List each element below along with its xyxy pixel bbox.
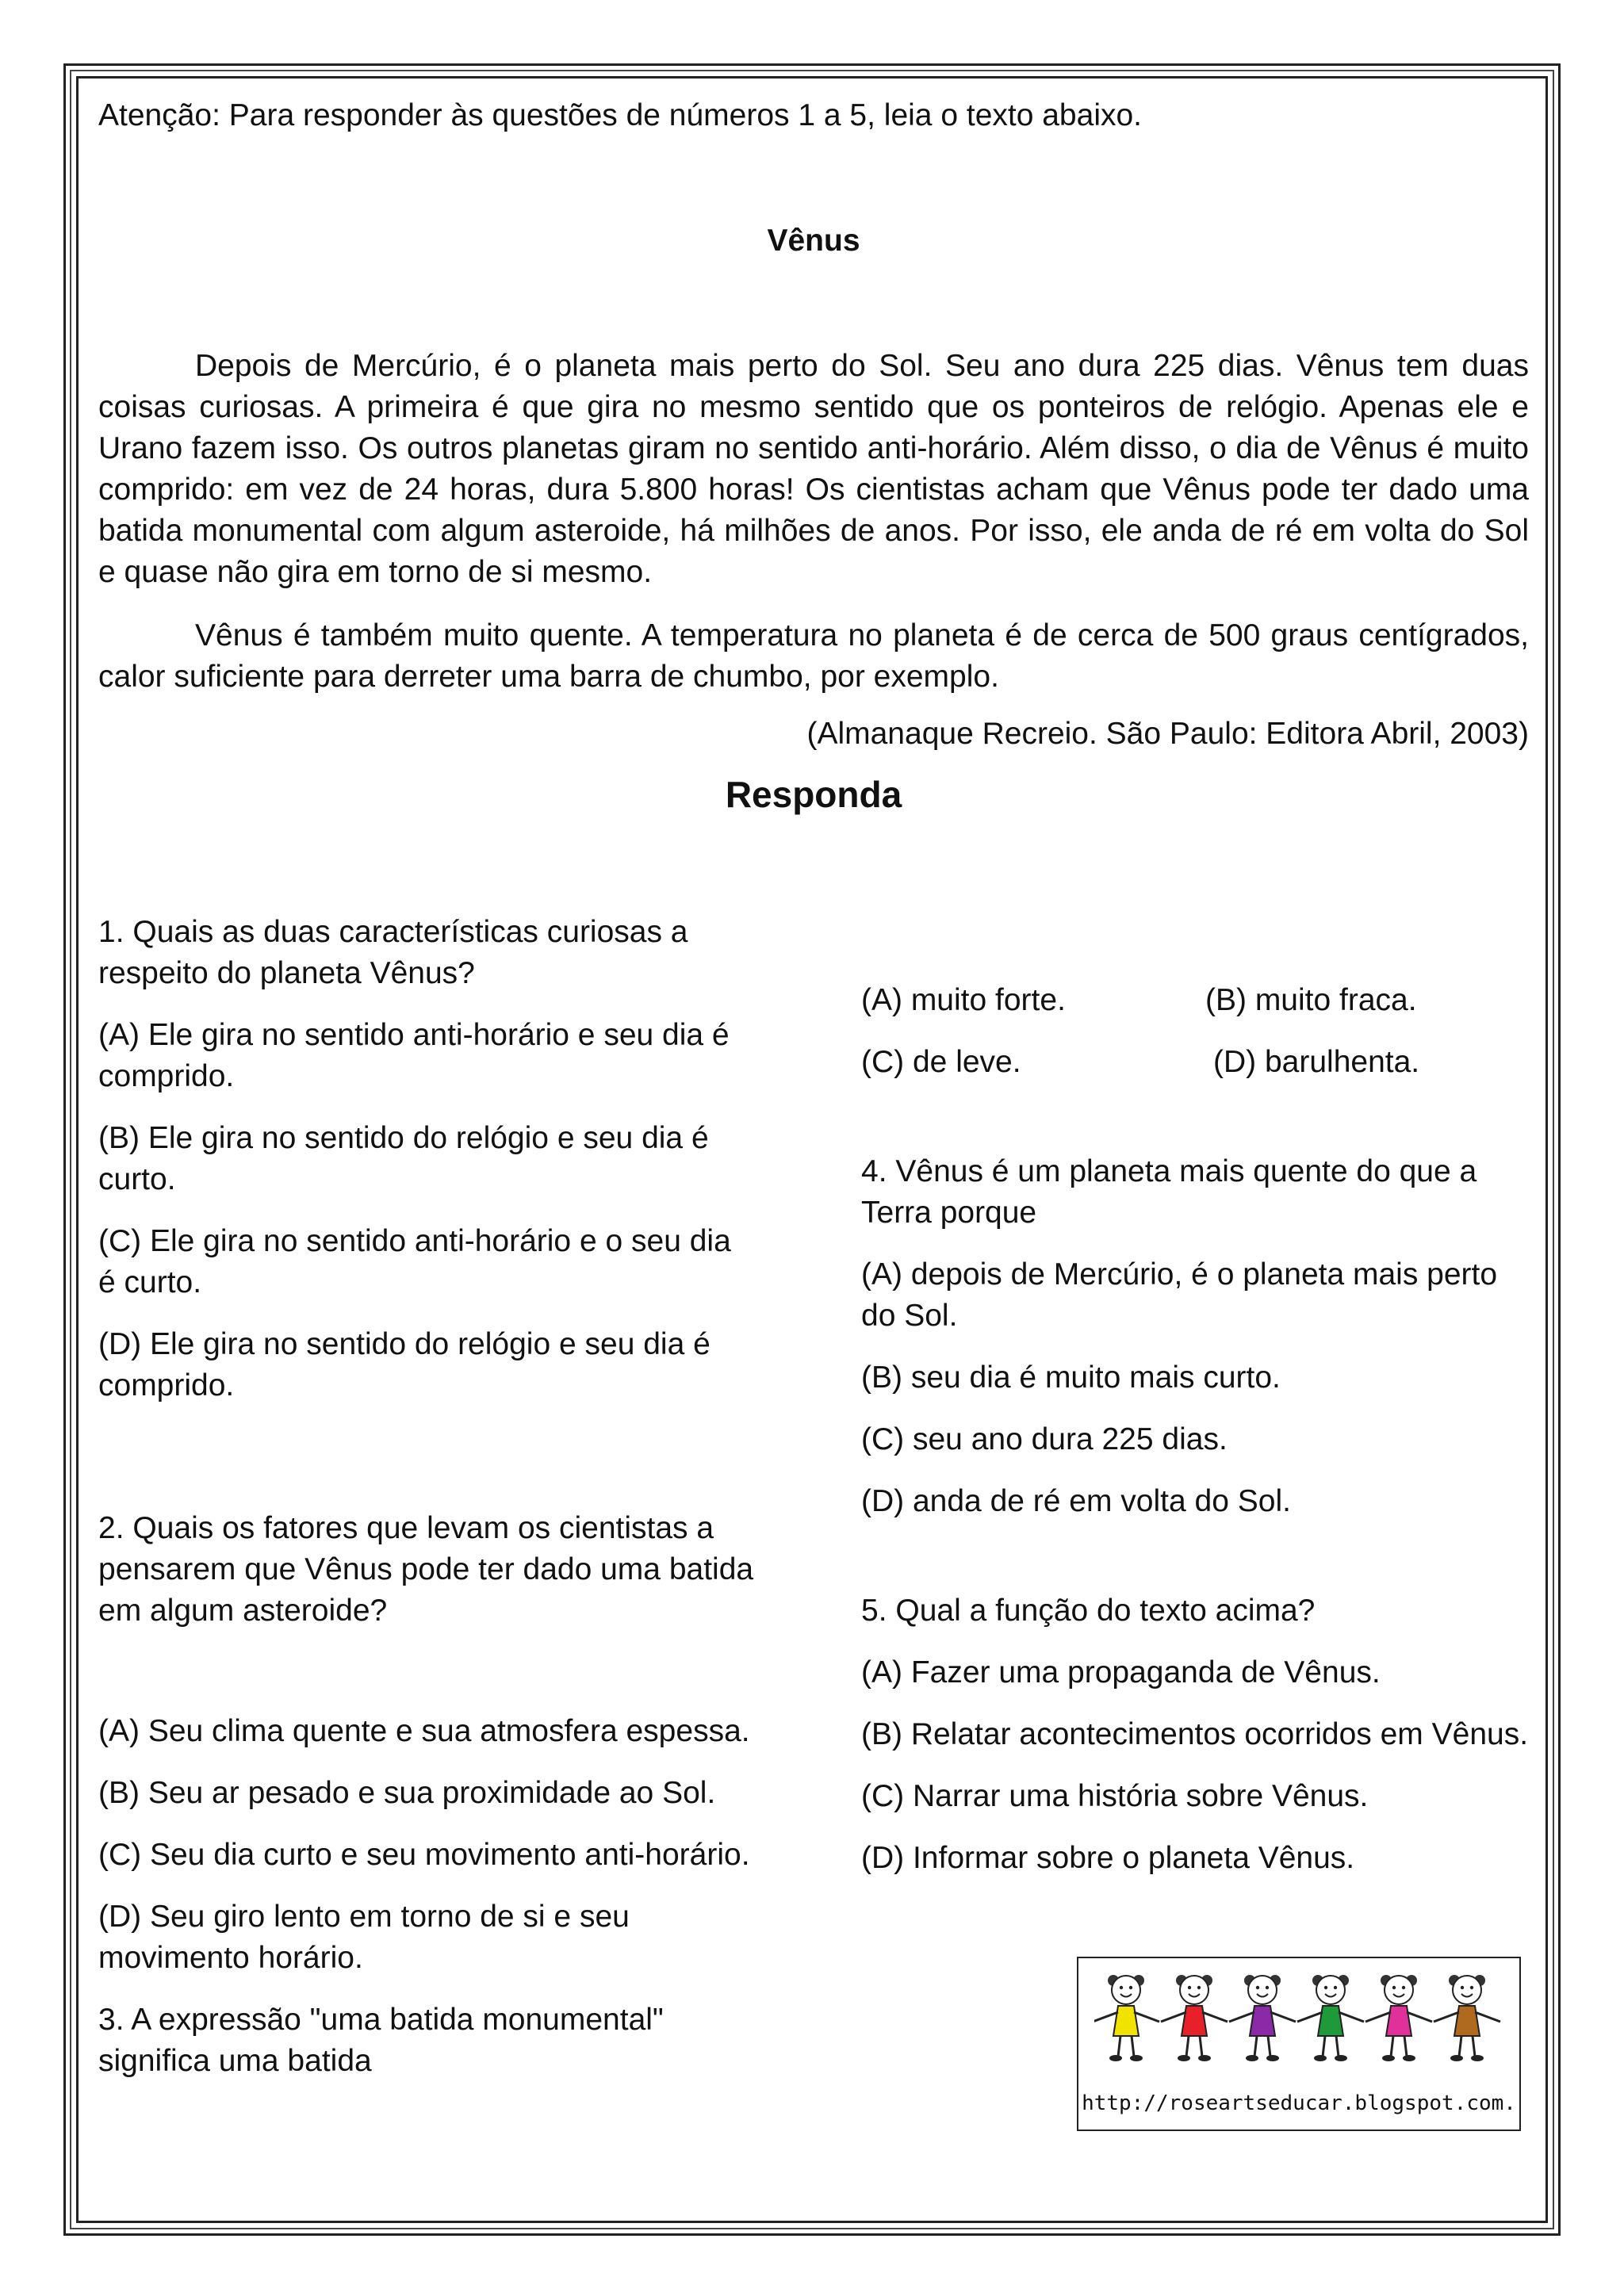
question-2-option-b: (B) Seu ar pesado e sua proximidade ao Sol. [98,1776,716,1810]
question-1-option-c: (C) Ele gira no sentido anti-horário e o seu dia é curto. [98,1224,731,1299]
worksheet [98,95,1529,2078]
question-1 [98,912,756,1406]
question-3-option-c: (C) de leve. [861,1045,1021,1079]
question-1-option-b: (B) Ele gira no sentido do relógio e seu dia é curto. [98,1121,709,1196]
question-1-stem: 1. Quais as duas características curiosas a respeito do planeta Vênus? [98,915,688,990]
question-2 [98,1508,756,1979]
text-title: Vênus [767,224,860,258]
attention-note: Atenção: Para responder às questões de números 1 a 5, leia o texto abaixo. [98,98,1143,132]
blog-logo [1077,1957,1521,2131]
question-5-option-a: (A) Fazer uma propaganda de Vênus. [861,1655,1381,1689]
question-3-options [861,980,1529,1083]
question-4-option-c: (C) seu ano dura 225 dias. [861,1422,1228,1456]
question-3 [98,1999,756,2082]
question-4-option-a: (A) depois de Mercúrio, é o planeta mais perto do Sol. [861,1257,1498,1333]
child-figure-icon [1161,1975,1228,2061]
question-3-option-a: (A) muito forte. [861,983,1066,1017]
question-5-option-d: (D) Informar sobre o planeta Vênus. [861,1841,1355,1875]
child-figure-icon [1365,1975,1432,2061]
question-3-option-d: (D) barulhenta. [1213,1045,1420,1079]
reading-passage [98,346,1529,720]
question-3-stem: 3. A expressão "uma batida monumental" significa uma batida [98,2003,664,2078]
passage-paragraph-2: Vênus é também muito quente. A temperatura no planeta é de cerca de 500 graus centígrados, calor suficiente para derreter uma barra de chumbo, por exemplo. [98,618,1529,694]
child-figure-icon [1434,1975,1500,2061]
question-4 [861,1151,1529,1522]
question-2-option-a: (A) Seu clima quente e sua atmosfera espessa. [98,1714,750,1748]
question-2-stem: 2. Quais os fatores que levam os cientistas a pensarem que Vênus pode ter dado uma batida em algum asteroide? [98,1511,754,1628]
section-heading-responda: Responda [725,774,902,815]
question-4-option-b: (B) seu dia é muito mais curto. [861,1360,1281,1395]
question-1-option-a: (A) Ele gira no sentido anti-horário e seu dia é comprido. [98,1018,730,1093]
question-5 [861,1590,1529,1879]
child-figure-icon [1297,1975,1364,2061]
question-4-option-d: (D) anda de ré em volta do Sol. [861,1484,1291,1518]
question-2-option-c: (C) Seu dia curto e seu movimento anti-horário. [98,1838,750,1872]
question-5-stem: 5. Qual a função do texto acima? [861,1594,1316,1628]
question-5-option-c: (C) Narrar uma história sobre Vênus. [861,1779,1369,1813]
source-citation: (Almanaque Recreio. São Paulo: Editora Abril, 2003) [806,717,1529,751]
question-5-option-b: (B) Relatar acontecimentos ocorridos em Vênus. [861,1717,1529,1751]
questions-left-column [98,912,756,2103]
question-4-stem: 4. Vênus é um planeta mais quente do que a Terra porque [861,1154,1477,1230]
child-figure-icon [1229,1975,1296,2061]
blog-url: http://roseartseducar.blogspot.com. [1082,2091,1516,2115]
question-1-option-d: (D) Ele gira no sentido do relógio e seu dia é comprido. [98,1327,710,1402]
passage-paragraph-1: Depois de Mercúrio, é o planeta mais perto do Sol. Seu ano dura 225 dias. Vênus tem duas coisas curiosas. A primeira é que gira no mesmo sentido que os ponteiros de relógio. Apenas ele e Urano fazem isso. Os outros planetas giram no sentido anti-horário. Além disso, o dia de Vênus é muito comprido: em vez de 24 horas, dura 5.800 horas! Os cientistas acham que Vênus pode ter dado uma batida monumental com algum asteroide, há milhões de anos. Por isso, ele anda de ré em volta do Sol e quase não gira em torno de si mesmo. [98,349,1529,589]
question-2-option-d: (D) Seu giro lento em torno de si e seu movimento horário. [98,1900,630,1975]
question-3-option-b: (B) muito fraca. [1205,983,1417,1017]
children-holding-hands-icon [1094,1969,1507,2072]
questions-right-column [861,980,1529,1900]
child-figure-icon [1094,1975,1159,2061]
